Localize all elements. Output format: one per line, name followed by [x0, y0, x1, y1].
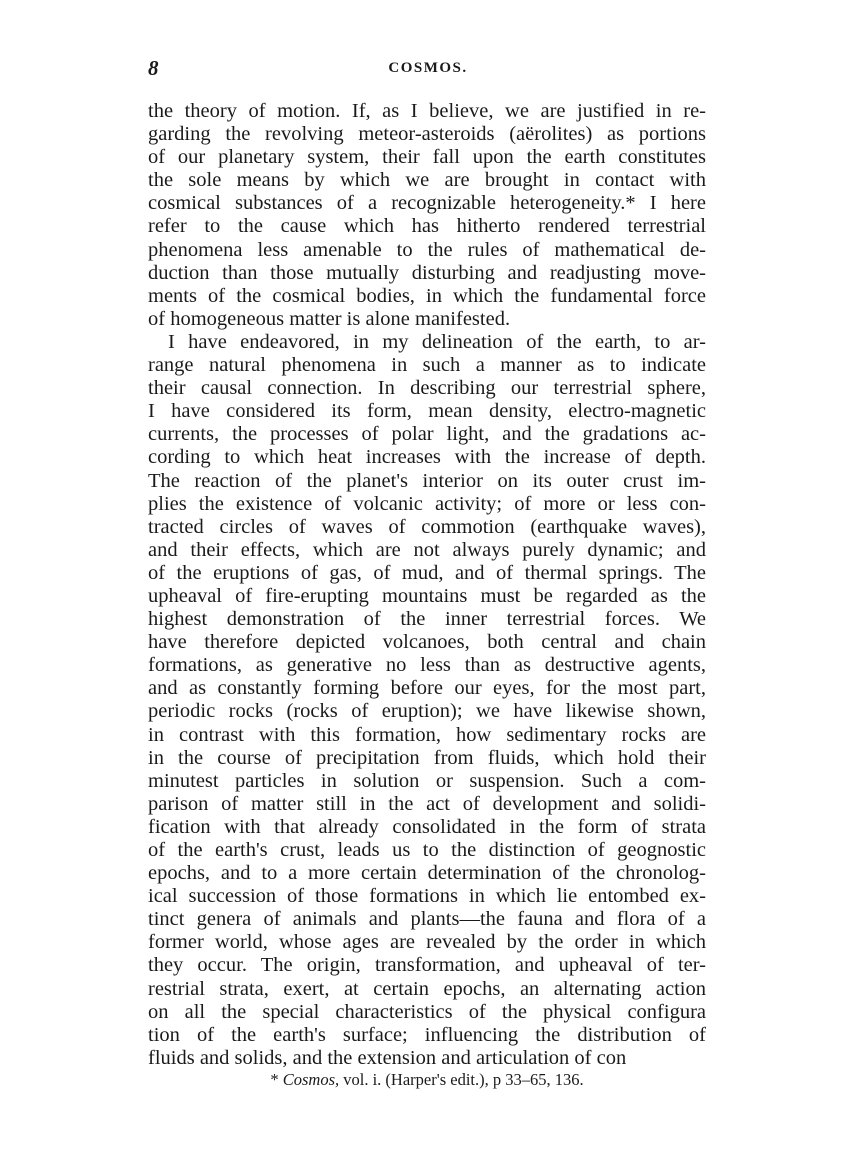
text-line: fluids and solids, and the extension and articulation of con — [148, 1046, 627, 1069]
text-line: I have considered its form, mean density, electro-magnetic — [148, 400, 706, 423]
text-line: of the eruptions of gas, of mud, and of thermal springs. The — [148, 561, 706, 584]
text-line: ments of the cosmical bodies, in which the fundamental force — [148, 284, 706, 307]
text-line: they occur. The origin, transformation, and upheaval of ter- — [148, 954, 706, 977]
text-line: plies the existence of volcanic activity; of more or less con- — [148, 492, 706, 515]
text-line: range natural phenomena in such a manner as to indicate — [148, 354, 706, 377]
text-line: of the earth's crust, leads us to the distinction of geognostic — [148, 839, 706, 861]
text-line: highest demonstration of the inner terrestrial forces. We — [148, 608, 706, 631]
body-text — [148, 100, 706, 1070]
text-line: tinct genera of animals and plants—the fauna and flora of a — [148, 908, 706, 931]
footnote-reference: vol. i. (Harper's edit.), p 33–65, 136. — [343, 1070, 584, 1089]
text-line: epochs, and to a more certain determination of the chronolog- — [148, 862, 706, 885]
text-line: parison of matter still in the act of development and solidi- — [148, 792, 706, 815]
text-line: on all the special characteristics of the physical configura — [148, 1000, 706, 1023]
text-line: The reaction of the planet's interior on its outer crust im- — [148, 469, 706, 492]
text-line: upheaval of fire-erupting mountains must be regarded as the — [148, 584, 706, 607]
footnote-title: Cosmos, — [282, 1070, 340, 1089]
text-line: in the course of precipitation from fluids, which hold their — [148, 746, 706, 769]
text-line: formations, as generative no less than as destructive agents, — [148, 654, 706, 677]
page-number: 8 — [148, 56, 159, 80]
text-line: in contrast with this formation, how sedimentary rocks are — [148, 723, 706, 746]
text-line: and their effects, which are not always purely dynamic; and — [148, 538, 706, 561]
text-line: phenomena less amenable to the rules of mathematical de- — [148, 238, 706, 261]
text-line: their causal connection. In describing our terrestrial sphere, — [148, 377, 706, 400]
running-head — [148, 56, 708, 84]
text-line: I have endeavored, in my delineation of the earth, to ar- — [168, 330, 706, 353]
text-line: periodic rocks (rocks of eruption); we have likewise shown, — [148, 700, 706, 723]
footnote-marker: * — [270, 1070, 279, 1089]
text-line: the sole means by which we are brought in contact with — [148, 169, 706, 192]
footnote — [148, 1070, 706, 1090]
text-line: former world, whose ages are revealed by the order in which — [148, 931, 706, 954]
running-title: COSMOS. — [388, 60, 468, 76]
text-line: the theory of motion. If, as I believe, we are justified in re- — [148, 100, 706, 122]
text-line: have therefore depicted volcanoes, both central and chain — [148, 631, 706, 654]
text-line: currents, the processes of polar light, and the gradations ac- — [148, 423, 706, 446]
text-line: minutest particles in solution or suspension. Such a com- — [148, 769, 706, 792]
text-line: of our planetary system, their fall upon the earth constitutes — [148, 146, 706, 169]
text-line: tion of the earth's surface; influencing the distribution of — [148, 1023, 706, 1046]
text-line: garding the revolving meteor-asteroids (aërolites) as portions — [148, 123, 706, 146]
text-line: cording to which heat increases with the increase of depth. — [148, 446, 706, 469]
text-line: tracted circles of waves of commotion (earthquake waves), — [148, 515, 706, 538]
text-line: refer to the cause which has hitherto rendered terrestrial — [148, 215, 706, 238]
text-line: restrial strata, exert, at certain epochs, an alternating action — [148, 977, 706, 1000]
text-line: of homogeneous matter is alone manifested. — [148, 307, 511, 330]
text-line: cosmical substances of a recognizable heterogeneity.* I here — [148, 192, 706, 215]
text-line: fication with that already consolidated in the form of strata — [148, 815, 706, 838]
text-line: and as constantly forming before our eyes, for the most part, — [148, 677, 706, 700]
text-line: ical succession of those formations in which lie entombed ex- — [148, 885, 706, 908]
text-line: duction than those mutually disturbing and readjusting move- — [148, 261, 706, 284]
